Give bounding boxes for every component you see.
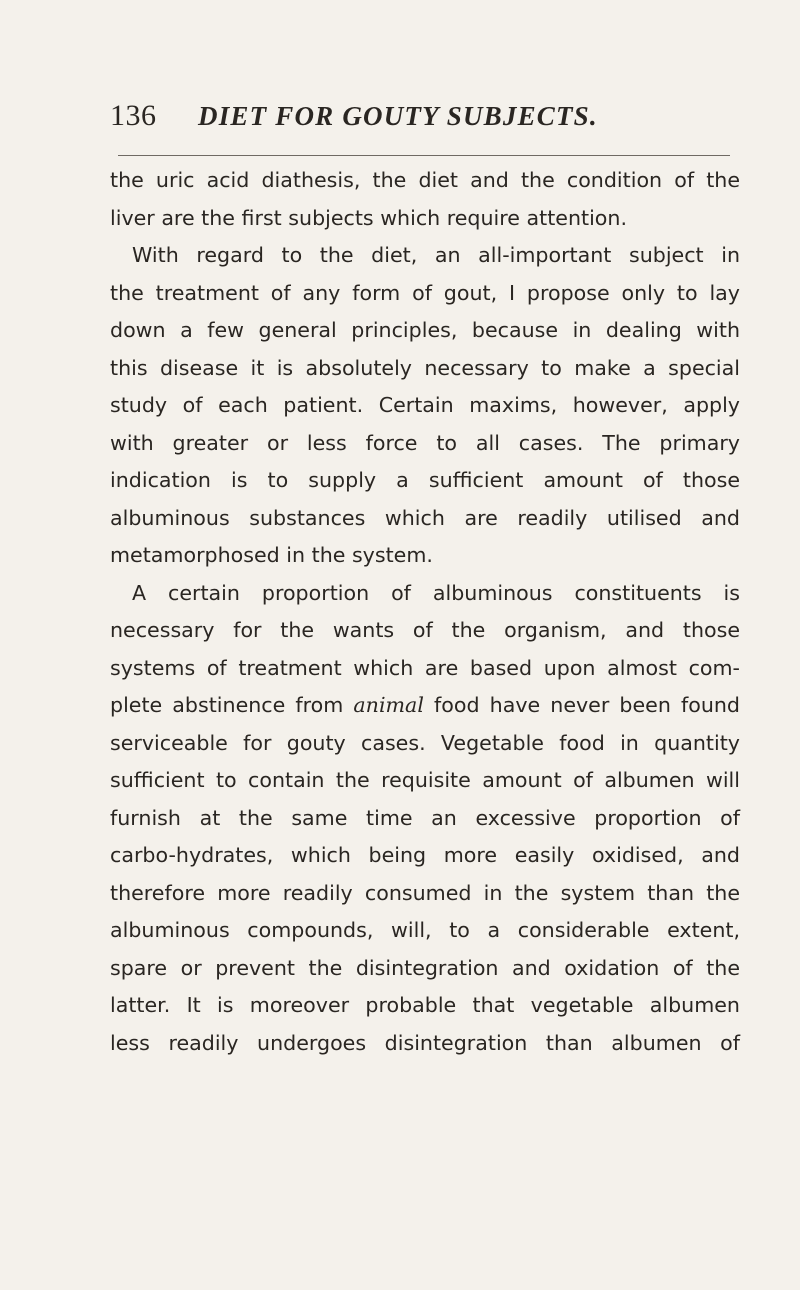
page-number: 136 <box>110 99 157 132</box>
text-line: systems of treatment which are based upon almost com- <box>110 655 740 680</box>
text-line-with-italic <box>110 687 740 725</box>
text-line: the uric acid diathesis, the diet and the condition of the <box>110 168 740 192</box>
text-line: albuminous substances which are readily utilised and <box>110 505 740 530</box>
text-line: therefore more readily consumed in the system than the <box>110 880 740 905</box>
text-line: spare or prevent the disintegration and oxidation of the <box>110 955 740 980</box>
text-line: serviceable for gouty cases. Vegetable food in quantity <box>110 730 740 755</box>
text-line: albuminous compounds, will, to a considerable extent, <box>110 918 740 942</box>
text-segment: plete abstinence from <box>110 693 354 717</box>
text-line: less readily undergoes disintegration than albumen of <box>110 1030 740 1055</box>
text-line: With regard to the diet, an all-important subject in <box>132 243 740 267</box>
text-line: furnish at the same time an excessive proportion of <box>110 805 740 830</box>
text-line: indication is to supply a sufficient amount of those <box>110 468 740 492</box>
text-line: necessary for the wants of the organism, and those <box>110 618 740 642</box>
text-line: this disease it is absolutely necessary to make a special <box>110 355 740 380</box>
text-segment: food have never been found <box>423 693 740 717</box>
text-line: A certain proportion of albuminous constituents is <box>132 580 740 605</box>
text-line: sufficient to contain the requisite amount of albumen will <box>110 768 740 792</box>
text-line: down a few general principles, because in dealing with <box>110 318 740 342</box>
text-line: metamorphosed in the system. <box>110 543 433 567</box>
page-header <box>110 94 740 138</box>
text-line: with greater or less force to all cases. The primary <box>110 430 740 455</box>
text-line: the treatment of any form of gout, I propose only to lay <box>110 280 740 305</box>
text-line: study of each patient. Certain maxims, however, apply <box>110 393 740 417</box>
running-title: DIET FOR GOUTY SUBJECTS. <box>198 101 598 131</box>
header-rule <box>118 155 730 156</box>
text-line: latter. It is moreover probable that vegetable albumen <box>110 993 740 1017</box>
body-text <box>110 162 740 1062</box>
text-line: liver are the first subjects which require attention. <box>110 205 627 230</box>
italic-word: animal <box>353 693 424 717</box>
text-line: carbo-hydrates, which being more easily oxidised, and <box>110 843 740 867</box>
